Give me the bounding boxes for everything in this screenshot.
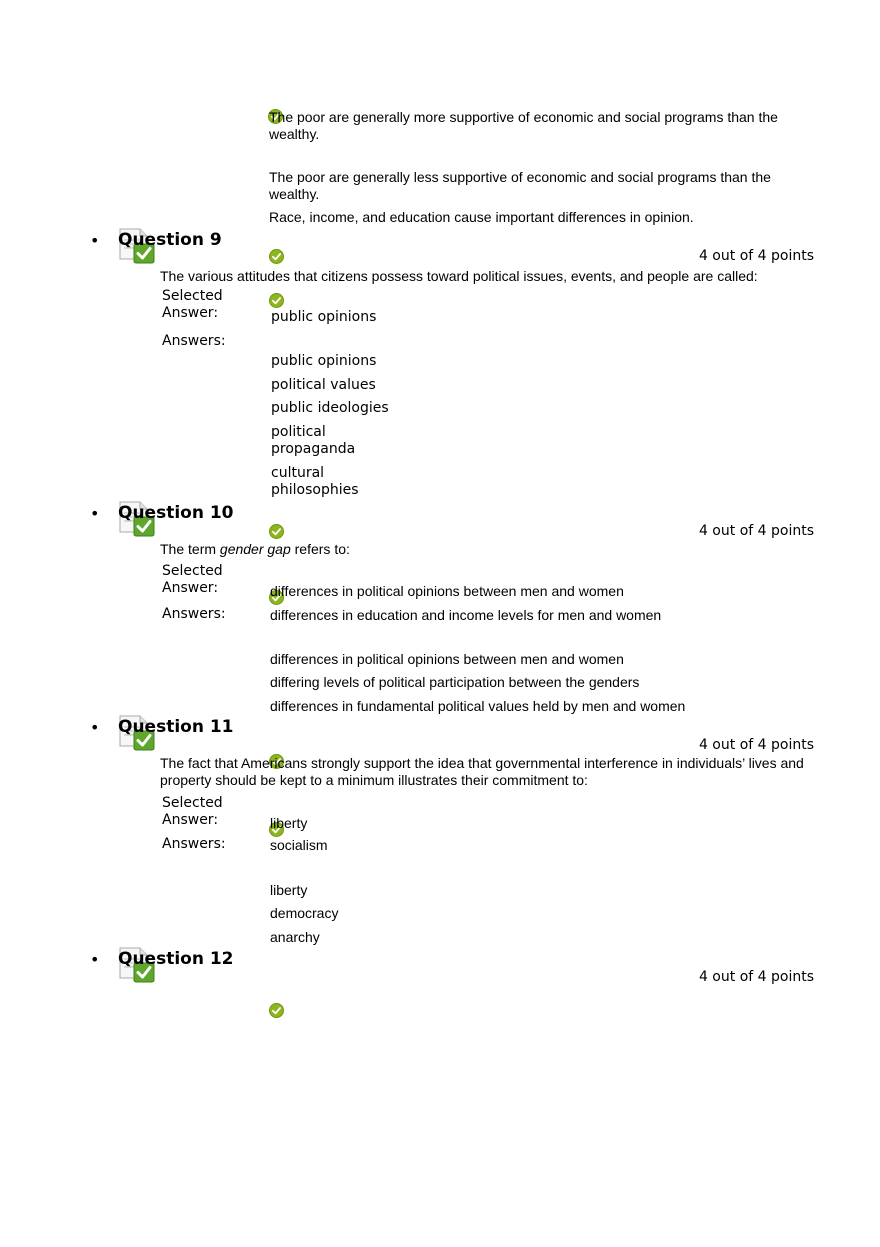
list-bullet: •: [90, 504, 100, 523]
answer-option: liberty: [270, 882, 308, 898]
list-bullet: •: [90, 231, 100, 250]
answer-option: cultural philosophies: [271, 465, 359, 498]
question-points: 4 out of 4 points: [698, 969, 814, 985]
question-points: 4 out of 4 points: [698, 737, 814, 753]
answers-label: Answers:: [162, 836, 226, 852]
answer-option: political propaganda: [271, 424, 356, 457]
selected-answer-label: Selected Answer:: [162, 795, 223, 828]
answer-option: differing levels of political participation between the genders: [270, 674, 640, 690]
correct-check-icon: [269, 249, 284, 264]
answer-option: The poor are generally less supportive of economic and social programs than the wealthy.: [269, 169, 771, 202]
answers-label: Answers:: [162, 606, 226, 622]
question-title: Question 11: [118, 717, 234, 737]
answers-label: Answers:: [162, 333, 226, 349]
answer-option: differences in fundamental political values held by men and women: [270, 698, 686, 714]
selected-answer: differences in political opinions between men and women: [270, 583, 624, 599]
question-title: Question 12: [118, 949, 234, 969]
selected-answer: public opinions: [271, 309, 377, 325]
question-title: Question 10: [118, 503, 234, 523]
correct-check-icon: [269, 524, 284, 539]
answer-option: public ideologies: [271, 400, 389, 416]
answer-option: socialism: [270, 837, 328, 853]
answer-option: Race, income, and education cause important differences in opinion.: [269, 209, 694, 225]
list-bullet: •: [90, 718, 100, 737]
question-prompt: The various attitudes that citizens possess toward political issues, events, and people are called:: [160, 268, 758, 284]
answer-option: The poor are generally more supportive of economic and social programs than the wealthy.: [269, 109, 778, 142]
question-title: Question 9: [118, 230, 222, 250]
question-points: 4 out of 4 points: [698, 248, 814, 264]
answer-option: political values: [271, 377, 376, 393]
answer-option: anarchy: [270, 929, 320, 945]
question-prompt: The term gender gap refers to:: [160, 541, 350, 557]
correct-check-icon: [269, 293, 284, 308]
selected-answer-label: Selected Answer:: [162, 563, 223, 596]
selected-answer-label: Selected Answer:: [162, 288, 223, 321]
answer-option: democracy: [270, 905, 339, 921]
question-prompt: The fact that Americans strongly support the idea that governmental interference in individuals’ lives and property should be kept to a minimum illustrates their commitment to:: [160, 755, 804, 788]
answer-option: public opinions: [271, 353, 377, 369]
selected-answer: liberty: [270, 815, 308, 831]
question-points: 4 out of 4 points: [698, 523, 814, 539]
correct-check-icon: [269, 1003, 284, 1018]
answer-option: differences in education and income levels for men and women: [270, 607, 662, 623]
list-bullet: •: [90, 950, 100, 969]
answer-option: differences in political opinions between men and women: [270, 651, 624, 667]
